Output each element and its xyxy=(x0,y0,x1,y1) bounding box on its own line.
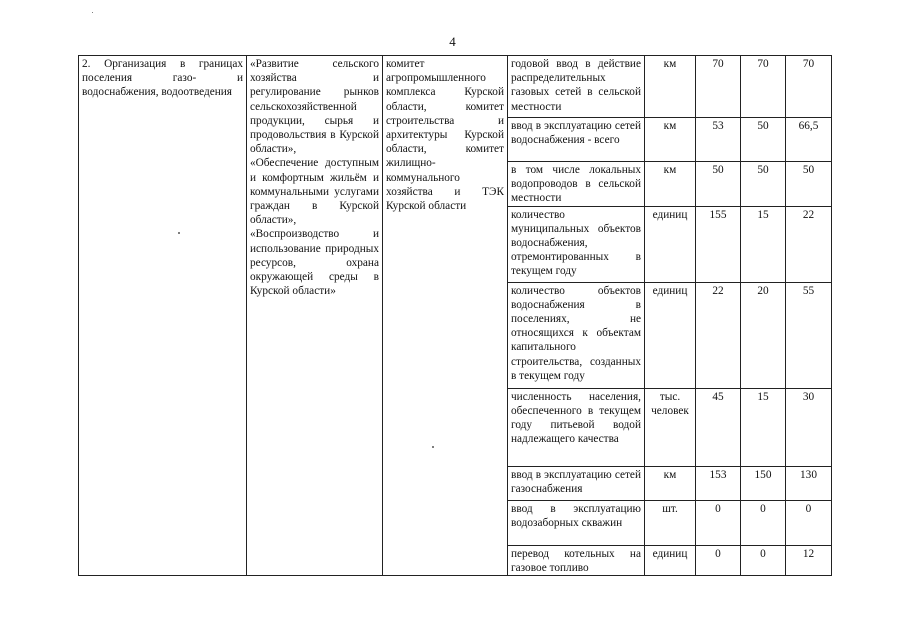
value-cell: 70 xyxy=(741,56,786,118)
value-cell: 15 xyxy=(741,388,786,466)
value-cell: 50 xyxy=(741,118,786,162)
value-cell: 30 xyxy=(786,388,832,466)
indicator-cell: количество объектов водоснабжения в поселениях, не относящихся к объектам капитального строительства, созданных в текущем году xyxy=(508,282,645,388)
indicator-cell: перевод котельных на газовое топливо xyxy=(508,545,645,575)
value-cell: 66,5 xyxy=(786,118,832,162)
indicator-cell: ввод в эксплуатацию водозаборных скважин xyxy=(508,500,645,545)
unit-cell: тыс. человек xyxy=(645,388,696,466)
value-cell: 45 xyxy=(696,388,741,466)
value-cell: 50 xyxy=(786,162,832,207)
value-cell: 70 xyxy=(786,56,832,118)
value-cell: 50 xyxy=(741,162,786,207)
unit-cell: единиц xyxy=(645,206,696,282)
value-cell: 70 xyxy=(696,56,741,118)
unit-cell: км xyxy=(645,56,696,118)
value-cell: 55 xyxy=(786,282,832,388)
program-item: «Обеспечение доступным и комфортным жильём и коммунальными услугами граждан в Курской области», xyxy=(250,157,379,227)
program-item: «Воспроизводство и использование природных ресурсов, охрана окружающей среды в Курской области» xyxy=(250,228,379,298)
value-cell: 0 xyxy=(696,500,741,545)
task-cell: 2. Организация в границах поселения газо- и водоснабжения, водоотведения xyxy=(79,56,247,576)
indicator-cell: в том числе локальных водопроводов в сельской местности xyxy=(508,162,645,207)
indicator-cell: ввод в эксплуатацию сетей газоснабжения xyxy=(508,466,645,500)
value-cell: 15 xyxy=(741,206,786,282)
value-cell: 22 xyxy=(786,206,832,282)
value-cell: 150 xyxy=(741,466,786,500)
scan-speck xyxy=(92,12,93,13)
unit-cell: км xyxy=(645,162,696,207)
value-cell: 53 xyxy=(696,118,741,162)
value-cell: 50 xyxy=(696,162,741,207)
unit-cell: единиц xyxy=(645,282,696,388)
unit-cell: единиц xyxy=(645,545,696,575)
value-cell: 22 xyxy=(696,282,741,388)
indicator-cell: ввод в эксплуатацию сетей водоснабжения - всего xyxy=(508,118,645,162)
responsible-cell: комитет агропромышленного комплекса Курской области, комитет строительства и архитектуры Курской области, комитет жилищно-коммунального хозяйства и ТЭК Курской области xyxy=(383,56,508,576)
table-row xyxy=(79,56,832,118)
value-cell: 153 xyxy=(696,466,741,500)
program-item: «Развитие сельского хозяйства и регулирование рынков сельскохозяйственной продукции, сырья и продовольствия в Курской области», xyxy=(250,58,379,156)
value-cell: 12 xyxy=(786,545,832,575)
scan-speck xyxy=(178,232,180,234)
indicator-cell: количество муниципальных объектов водоснабжения, отремонтированных в текущем году xyxy=(508,206,645,282)
indicator-cell: численность населения, обеспеченного в текущем году питьевой водой надлежащего качества xyxy=(508,388,645,466)
value-cell: 0 xyxy=(696,545,741,575)
programs-cell xyxy=(247,56,383,576)
value-cell: 0 xyxy=(786,500,832,545)
value-cell: 155 xyxy=(696,206,741,282)
page-number: 4 xyxy=(449,34,456,49)
indicator-cell: годовой ввод в действие распределительных газовых сетей в сельской местности xyxy=(508,56,645,118)
unit-cell: км xyxy=(645,118,696,162)
indicators-table xyxy=(78,55,832,576)
unit-cell: шт. xyxy=(645,500,696,545)
value-cell: 0 xyxy=(741,545,786,575)
value-cell: 20 xyxy=(741,282,786,388)
unit-cell: км xyxy=(645,466,696,500)
value-cell: 130 xyxy=(786,466,832,500)
value-cell: 0 xyxy=(741,500,786,545)
scan-speck xyxy=(432,446,434,448)
